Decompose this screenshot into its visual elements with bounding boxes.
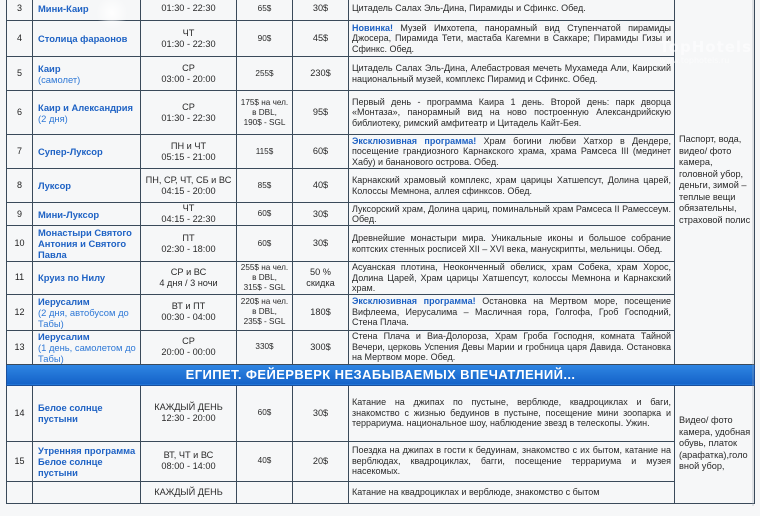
- child-price-value: 180$: [310, 306, 331, 317]
- schedule: [141, 226, 237, 262]
- schedule-days: СР: [182, 62, 195, 73]
- table-row: [7, 0, 755, 21]
- row-number: 15: [7, 441, 33, 481]
- excursion-title: Круиз по Нилу: [38, 272, 106, 284]
- schedule-time: 12:30 - 20:00: [161, 413, 216, 423]
- description-text: Древнейшие монастыри мира. Уникальные иконы и большое собрание коптских стенных росписей XII – XVI века, манускрипты, мельницы. Обед.: [352, 233, 671, 254]
- price-value: 85$: [257, 180, 272, 190]
- child-price: [293, 169, 349, 203]
- excursion-title: Каир и Александрия: [38, 101, 134, 113]
- schedule: [141, 441, 237, 481]
- price: [237, 21, 293, 57]
- schedule-days: ЧТ: [182, 27, 195, 38]
- excursions-table: [6, 0, 755, 504]
- price-value: 115$: [255, 146, 274, 156]
- excursion-name: [33, 226, 141, 262]
- excursion-title: Супер-Луксор: [38, 146, 103, 157]
- excursion-name: [33, 135, 141, 169]
- child-price: [293, 203, 349, 226]
- watermark: TopHotels www.tophotels.ru: [659, 38, 752, 65]
- schedule-time: 4 дня / 3 ночи: [159, 277, 218, 288]
- price-sgl: 315$ - SGL: [243, 282, 286, 292]
- description: [349, 330, 675, 364]
- schedule: [141, 135, 237, 169]
- schedule: [141, 57, 237, 91]
- schedule-time: 05:15 - 21:00: [161, 151, 216, 162]
- schedule-days: КАЖДЫЙ ДЕНЬ: [154, 486, 223, 497]
- price-value: 175$ на чел. в DBL,: [240, 97, 289, 117]
- child-price: [293, 0, 349, 21]
- schedule: [141, 262, 237, 295]
- schedule-days: КАЖДЫЙ ДЕНЬ: [154, 402, 223, 412]
- schedule-days: СР: [182, 336, 195, 346]
- excursion-title: Луксор: [38, 180, 72, 191]
- description: [349, 21, 675, 57]
- row-number: 10: [7, 226, 33, 262]
- table-row: [7, 294, 755, 330]
- excursion-subtitle: (1 день, самолетом до Табы): [38, 341, 136, 364]
- excursion-title: Иерусалим: [38, 330, 90, 342]
- child-price: [293, 226, 349, 262]
- row-number: 5: [7, 57, 33, 91]
- schedule-time: 04:15 - 22:30: [161, 214, 216, 224]
- description-highlight: Эксклюзивная программа!: [352, 296, 476, 307]
- price: [237, 441, 293, 481]
- description-highlight: Эксклюзивная программа!: [352, 135, 477, 146]
- price-value: 60$: [257, 209, 272, 218]
- price: [237, 226, 293, 262]
- table-row: [7, 441, 755, 481]
- schedule-days: СР и ВС: [170, 266, 207, 277]
- description-text: Цитадель Салах Эль-Дина, Пирамиды и Сфинкс. Обед.: [352, 3, 586, 14]
- price: [237, 385, 293, 441]
- description-text: Первый день - программа Каира 1 день. Второй день: парк дворца «Монтаза», панорамный вид на ново построенную Александрийскую библиотеку, римский амфитеатр и Цитадель Кайт-Бея.: [352, 96, 671, 128]
- excursion-title: Утренняя программа Белое солнце пустыни: [38, 444, 136, 478]
- schedule-time: 01:30 - 22:30: [161, 3, 216, 13]
- excursion-subtitle: (самолет): [38, 73, 81, 85]
- price-value: 40$: [257, 456, 272, 465]
- description-highlight: Новинка!: [352, 22, 394, 33]
- excursion-title: Белое солнце пустыни: [38, 402, 103, 424]
- description: [349, 226, 675, 262]
- excursion-title: Монастыри Святого Антония и Святого Павла: [38, 227, 132, 260]
- excursion-name: [33, 91, 141, 135]
- description: [349, 481, 675, 503]
- row-number: [7, 481, 33, 503]
- child-price: [293, 91, 349, 135]
- child-price-value: 20$: [312, 455, 329, 466]
- price-sgl: 190$ - SGL: [243, 117, 286, 127]
- schedule-time: 04:15 - 20:00: [161, 185, 216, 196]
- child-price-value: 230$: [310, 68, 331, 78]
- table-row: [7, 262, 755, 295]
- child-price-value: 300$: [310, 341, 331, 352]
- price-sgl: 235$ - SGL: [243, 317, 286, 326]
- excursion-name: [33, 57, 141, 91]
- child-price-value: 95$: [312, 107, 329, 117]
- table-row: [7, 330, 755, 364]
- price-value: 60$: [257, 238, 272, 248]
- row-number: 14: [7, 385, 33, 441]
- description-text: Катание на джипах по пустыне, верблюде, квадроциклах и баги, знакомство с жизнью бедуинов в пустыне, посещение мини зоопарка и террариума. национальное шоу, наблюдение звезд в телескопы. Ужин.: [352, 397, 671, 429]
- description-text: Катание на квадроциклах и верблюде, знакомство с бытом: [352, 486, 600, 497]
- excursion-name: [33, 169, 141, 203]
- schedule-days: ЧТ: [182, 203, 195, 213]
- row-number: 11: [7, 262, 33, 295]
- schedule-time: 03:00 - 20:00: [161, 73, 216, 84]
- description-text: Храм богини любви Хатхор в Дендере, посещение грандиозного Карнакского храма, храма Рамсеса III (мединет Хабу) и бананового острова. Обед.: [352, 135, 671, 167]
- excursion-name: [33, 385, 141, 441]
- child-price: [293, 262, 349, 295]
- table-row: [7, 57, 755, 91]
- child-price-value: 45$: [312, 33, 329, 43]
- description-text: Остановка на Мертвом море, посещение Вифлеема, Иерусалима – Масличная гора, Голгофа, Гроб Господний, Стена Плача.: [352, 296, 671, 328]
- excursion-subtitle: (2 дня): [38, 112, 68, 124]
- row-number: 8: [7, 169, 33, 203]
- description-text: Цитадель Салах Эль-Дина, Алебастровая мечеть Мухамеда Али, Каирский национальный музей, комплекс Пирамид и Сфинкс. Обед.: [352, 63, 671, 84]
- excursion-title: Каир: [38, 62, 61, 74]
- child-price: [293, 294, 349, 330]
- schedule-days: ПН, СР, ЧТ, СБ и ВС: [145, 174, 232, 185]
- description: [349, 135, 675, 169]
- price-value: 255$: [255, 68, 274, 78]
- table-row: [7, 91, 755, 135]
- row-number: 12: [7, 294, 33, 330]
- price: [237, 330, 293, 364]
- price: [237, 294, 293, 330]
- price-value: 255$ на чел. в DBL,: [240, 262, 289, 282]
- excursion-name: [33, 330, 141, 364]
- table-row: [7, 21, 755, 57]
- schedule-days: СР: [182, 101, 195, 112]
- row-number: 9: [7, 203, 33, 226]
- excursion-subtitle: (2 дня, автобусом до Табы): [38, 306, 129, 329]
- row-number: 3: [7, 0, 33, 21]
- price-value: 330$: [255, 342, 274, 351]
- description: [349, 0, 675, 21]
- description-text: Карнакский храмовый комплекс, храм царицы Хатшепсут, Долина царей, Колоссы Мемнона, аллея сфинксов. Обед.: [352, 175, 671, 196]
- price: [237, 262, 293, 295]
- table-row: [7, 226, 755, 262]
- description-text: Асуанская плотина, Неоконченный обелиск, храм Собека, храм Хорос, Долина Царей, Храм царицы Хатшепсут, колоссы Мемнона и Карнакский храм.: [352, 262, 671, 293]
- price-value: 220$ на чел. в DBL,: [240, 297, 289, 316]
- what-to-bring-note: Видео/ фото камера, удобная обувь, платок (арафатка),голо вной убор,: [675, 385, 755, 503]
- schedule-time: 00:30 - 04:00: [161, 312, 216, 322]
- description-text: Стена Плача и Виа-Долороза, Храм Гроба Господня, комната Тайной Вечери, церковь Успения Девы Марии и гробница царя Давида. Остановка на Мертвом море. Обед.: [352, 331, 671, 363]
- schedule: [141, 294, 237, 330]
- excursion-title: Мини-Луксор: [38, 208, 100, 220]
- price: [237, 135, 293, 169]
- schedule-time: 08:00 - 14:00: [161, 461, 216, 471]
- row-number: 13: [7, 330, 33, 364]
- paper-fold: [752, 0, 754, 506]
- table-row: [7, 169, 755, 203]
- description-text: Поездка на джипах в гости к бедуинам, знакомство с их бытом, катание на верблюдах, квадроциклах, багги, посещение террариума и музея насекомых.: [352, 445, 671, 477]
- excursion-name: [33, 21, 141, 57]
- table-row: [7, 385, 755, 441]
- description: [349, 385, 675, 441]
- excursion-name: [33, 262, 141, 295]
- row-number: 6: [7, 91, 33, 135]
- schedule: [141, 169, 237, 203]
- schedule-time: 01:30 - 22:30: [161, 112, 216, 123]
- price: [237, 481, 293, 503]
- excursion-name: [33, 481, 141, 503]
- child-price-value: 60$: [312, 146, 329, 156]
- schedule: [141, 330, 237, 364]
- schedule-days: ПТ: [182, 232, 195, 243]
- child-price-value: 30$: [312, 208, 329, 219]
- schedule-days: ВТ и ПТ: [171, 301, 206, 311]
- schedule: [141, 385, 237, 441]
- section-banner: [7, 364, 755, 385]
- child-price-value: 30$: [312, 3, 329, 13]
- child-price: [293, 330, 349, 364]
- excursion-title: Мини-Каир: [38, 3, 89, 14]
- description: [349, 294, 675, 330]
- excursion-title: Столица фараонов: [38, 33, 128, 44]
- schedule: [141, 91, 237, 135]
- price: [237, 203, 293, 226]
- child-price: [293, 385, 349, 441]
- excursion-name: [33, 203, 141, 226]
- child-price: [293, 481, 349, 503]
- section-banner-title: ЕГИПЕТ. ФЕЙЕРВЕРК НЕЗАБЫВАЕМЫХ ВПЕЧАТЛЕНИЙ...: [7, 364, 755, 385]
- excursion-name: [33, 441, 141, 481]
- price: [237, 91, 293, 135]
- child-price-value: 30$: [312, 238, 329, 248]
- child-price-value: 40$: [312, 180, 329, 190]
- price: [237, 169, 293, 203]
- child-price: [293, 135, 349, 169]
- schedule-time: 20:00 - 00:00: [161, 347, 216, 357]
- child-price-value: 50 %: [310, 266, 331, 277]
- schedule-time: 02:30 - 18:00: [161, 243, 216, 254]
- what-to-bring-note: Паспорт, вода, видео/ фото камера, головной убор, деньги, зимой – теплые вещи обязательны, страховой полис: [675, 0, 755, 364]
- description: [349, 169, 675, 203]
- child-price: [293, 21, 349, 57]
- excursion-title: Иерусалим: [38, 295, 90, 307]
- child-price: [293, 57, 349, 91]
- price: [237, 0, 293, 21]
- excursion-name: [33, 294, 141, 330]
- description: [349, 441, 675, 481]
- row-number: 7: [7, 135, 33, 169]
- schedule: [141, 21, 237, 57]
- schedule-days: ПН и ЧТ: [170, 140, 207, 151]
- price-value: 90$: [257, 33, 272, 43]
- child-price-value: 30$: [312, 407, 329, 418]
- schedule: [141, 0, 237, 21]
- description: [349, 91, 675, 135]
- schedule-time: 01:30 - 22:30: [161, 38, 216, 49]
- description: [349, 203, 675, 226]
- child-price-note: скидка: [306, 277, 335, 288]
- schedule: [141, 481, 237, 503]
- description: [349, 262, 675, 295]
- schedule-days: ВТ, ЧТ и ВС: [163, 450, 214, 460]
- excursion-name: [33, 0, 141, 21]
- table-row: [7, 481, 755, 503]
- description-text: Музей Имхотепа, панорамный вид Ступенчатой пирамиды Джосера, Пирамида Тети, мастаба Кагемни в Саккаре; Пирамиды Гизы и Сфинкс. Обед.: [352, 22, 671, 54]
- schedule: [141, 203, 237, 226]
- table-row: [7, 203, 755, 226]
- price-value: 60$: [257, 408, 272, 417]
- price-value: 65$: [257, 3, 272, 13]
- row-number: 4: [7, 21, 33, 57]
- price: [237, 57, 293, 91]
- description: [349, 57, 675, 91]
- child-price: [293, 441, 349, 481]
- table-row: [7, 135, 755, 169]
- description-text: Луксорский храм, Долина цариц, поминальный храм Рамсеса II Рамессеум. Обед.: [352, 203, 671, 224]
